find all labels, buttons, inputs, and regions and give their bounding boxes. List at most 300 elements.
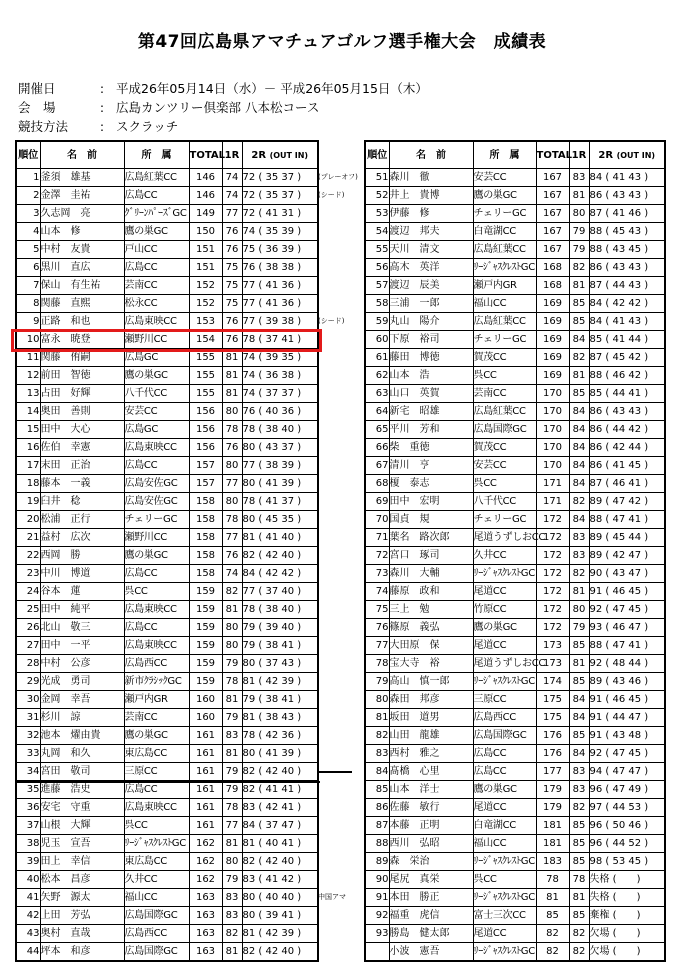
r1-cell: 85 — [569, 295, 589, 313]
r2-cell: 83 ( 42 41 ) — [242, 799, 318, 817]
rank-cell: 63 — [365, 385, 389, 403]
table-row — [365, 259, 665, 277]
r1-cell: 80 — [222, 457, 242, 475]
name-cell: 山本 浩 — [389, 367, 473, 385]
club-cell: 広島CC — [124, 781, 189, 799]
name-cell: 金岡 幸吾 — [40, 691, 124, 709]
name-cell: 山本 修 — [40, 223, 124, 241]
table-row — [365, 205, 665, 223]
club-cell: 福山CC — [473, 295, 536, 313]
total-cell: 177 — [536, 763, 569, 781]
r2-cell: 81 ( 38 43 ) — [242, 709, 318, 727]
rank-cell: 40 — [16, 871, 40, 889]
r1-cell: 76 — [222, 241, 242, 259]
name-cell: 光成 勇司 — [40, 673, 124, 691]
r1-cell: 84 — [569, 421, 589, 439]
r1-cell: 84 — [569, 745, 589, 763]
name-cell: 田中 一平 — [40, 637, 124, 655]
rank-cell: 90 — [365, 871, 389, 889]
table-row — [16, 763, 318, 781]
rank-cell: 29 — [16, 673, 40, 691]
total-cell: 176 — [536, 745, 569, 763]
r2-cell: 79 ( 38 41 ) — [242, 691, 318, 709]
name-cell: 松浦 正行 — [40, 511, 124, 529]
table-row — [16, 529, 318, 547]
name-cell: 葉名 路次郎 — [389, 529, 473, 547]
club-cell: 広島東映CC — [124, 637, 189, 655]
r1-cell: 83 — [222, 727, 242, 745]
r1-cell: 79 — [569, 223, 589, 241]
club-cell: 東広島CC — [124, 853, 189, 871]
club-cell: 広島東映CC — [124, 439, 189, 457]
total-cell: 168 — [536, 259, 569, 277]
rank-cell: 53 — [365, 205, 389, 223]
club-cell: ﾘｰｼﾞｬｽｸﾚｽﾄGC — [473, 565, 536, 583]
name-cell: 山根 大輝 — [40, 817, 124, 835]
name-cell: 福重 虎信 — [389, 907, 473, 925]
total-cell: 173 — [536, 655, 569, 673]
r2-cell: 94 ( 47 47 ) — [589, 763, 665, 781]
r1-cell: 75 — [222, 295, 242, 313]
name-cell: 前田 智徳 — [40, 367, 124, 385]
row-note: (シード) — [318, 191, 345, 199]
r1-cell: 83 — [569, 547, 589, 565]
table-row — [365, 763, 665, 781]
rank-cell: 92 — [365, 907, 389, 925]
total-cell: 161 — [189, 799, 222, 817]
r1-cell: 84 — [569, 511, 589, 529]
rank-cell: 72 — [365, 547, 389, 565]
r1-cell: 81 — [222, 835, 242, 853]
header-club: 所 属 — [124, 141, 189, 169]
r2-cell: 88 ( 45 43 ) — [589, 223, 665, 241]
rank-cell: 7 — [16, 277, 40, 295]
header-r2-sub: (OUT IN) — [269, 150, 309, 160]
table-row — [365, 439, 665, 457]
table-row — [16, 727, 318, 745]
club-cell: 広島紅葉CC — [473, 313, 536, 331]
r2-cell: 89 ( 42 47 ) — [589, 547, 665, 565]
rank-cell: 31 — [16, 709, 40, 727]
info-colon: : — [99, 81, 105, 96]
r2-cell: 82 ( 42 40 ) — [242, 547, 318, 565]
club-cell: 広島安佐GC — [124, 475, 189, 493]
table-row — [365, 331, 665, 349]
total-cell: 163 — [189, 943, 222, 962]
r2-cell: 88 ( 47 41 ) — [589, 637, 665, 655]
table-row — [16, 511, 318, 529]
r1-cell: 83 — [569, 781, 589, 799]
info-format — [18, 117, 178, 135]
rank-cell: 76 — [365, 619, 389, 637]
club-cell: 八千代CC — [124, 385, 189, 403]
r1-cell: 77 — [222, 817, 242, 835]
name-cell: 森川 大輔 — [389, 565, 473, 583]
rank-cell: 51 — [365, 169, 389, 187]
rank-cell: 3 — [16, 205, 40, 223]
table-row — [365, 475, 665, 493]
club-cell: 竹原CC — [473, 601, 536, 619]
rank-cell: 44 — [16, 943, 40, 962]
name-cell: 井上 貴博 — [389, 187, 473, 205]
rank-cell: 30 — [16, 691, 40, 709]
rank-cell: 21 — [16, 529, 40, 547]
rank-cell: 62 — [365, 367, 389, 385]
table-row — [365, 709, 665, 727]
name-cell: 本田 勝正 — [389, 889, 473, 907]
r2-cell: 88 ( 47 41 ) — [589, 511, 665, 529]
r2-cell: 96 ( 44 52 ) — [589, 835, 665, 853]
name-cell: 本藤 正明 — [389, 817, 473, 835]
total-cell: 169 — [536, 295, 569, 313]
table-row — [365, 871, 665, 889]
rank-cell: 42 — [16, 907, 40, 925]
club-cell: 広島GC — [124, 421, 189, 439]
rank-cell: 2 — [16, 187, 40, 205]
r2-cell: 失格 ( ) — [589, 871, 665, 889]
r2-cell: 86 ( 43 43 ) — [589, 403, 665, 421]
r1-cell: 82 — [569, 925, 589, 943]
header-r1: 1R — [222, 141, 242, 169]
club-cell: 福山CC — [124, 889, 189, 907]
club-cell: 安芸CC — [473, 169, 536, 187]
info-value: 広島カンツリー倶楽部 八本松コース — [116, 100, 320, 115]
rank-cell: 18 — [16, 475, 40, 493]
name-cell: 藤本 一義 — [40, 475, 124, 493]
club-cell: 鷹の巣GC — [124, 547, 189, 565]
table-row — [16, 871, 318, 889]
total-cell: 162 — [189, 835, 222, 853]
name-cell: 宮口 琢司 — [389, 547, 473, 565]
name-cell: 森川 徹 — [389, 169, 473, 187]
r1-cell: 79 — [222, 655, 242, 673]
r2-cell: 79 ( 39 40 ) — [242, 619, 318, 637]
r2-cell: 90 ( 43 47 ) — [589, 565, 665, 583]
cut-line — [15, 781, 320, 783]
name-cell: 占田 好輝 — [40, 385, 124, 403]
rank-cell: 38 — [16, 835, 40, 853]
club-cell: 新市ｸﾗｼｯｸGC — [124, 673, 189, 691]
table-row — [16, 223, 318, 241]
total-cell: 162 — [189, 871, 222, 889]
total-cell: 152 — [189, 277, 222, 295]
table-row — [365, 367, 665, 385]
name-cell: 黒川 直広 — [40, 259, 124, 277]
r2-cell: 92 ( 47 45 ) — [589, 601, 665, 619]
table-row — [365, 601, 665, 619]
r1-cell: 77 — [222, 475, 242, 493]
r2-cell: 78 ( 41 37 ) — [242, 493, 318, 511]
r1-cell: 76 — [222, 331, 242, 349]
r1-cell: 80 — [222, 403, 242, 421]
club-cell: 呉CC — [473, 367, 536, 385]
r1-cell: 80 — [222, 853, 242, 871]
table-row — [16, 295, 318, 313]
r2-cell: 84 ( 42 42 ) — [242, 565, 318, 583]
r2-cell: 77 ( 41 36 ) — [242, 295, 318, 313]
rank-cell: 22 — [16, 547, 40, 565]
table-row — [365, 313, 665, 331]
club-cell: 尾道うずしおCC — [473, 655, 536, 673]
total-cell: 163 — [189, 925, 222, 943]
rank-cell: 10 — [16, 331, 40, 349]
r2-cell: 76 ( 40 36 ) — [242, 403, 318, 421]
r2-cell: 棄権 ( ) — [589, 907, 665, 925]
name-cell: 髙橋 心里 — [389, 763, 473, 781]
table-row — [16, 349, 318, 367]
name-cell: 渡辺 辰美 — [389, 277, 473, 295]
table-row — [16, 241, 318, 259]
name-cell: 坂田 道男 — [389, 709, 473, 727]
name-cell: 金澤 圭祐 — [40, 187, 124, 205]
table-row — [365, 187, 665, 205]
r2-cell: 93 ( 46 47 ) — [589, 619, 665, 637]
r2-cell: 80 ( 45 35 ) — [242, 511, 318, 529]
r1-cell: 78 — [222, 799, 242, 817]
table-row — [16, 313, 318, 331]
club-cell: 広島国際GC — [473, 727, 536, 745]
r1-cell: 85 — [569, 385, 589, 403]
r1-cell: 83 — [569, 763, 589, 781]
club-cell: チェリーGC — [473, 205, 536, 223]
r1-cell: 74 — [222, 187, 242, 205]
name-cell: 山本 洋士 — [389, 781, 473, 799]
r1-cell: 82 — [569, 943, 589, 962]
r2-cell: 86 ( 41 45 ) — [589, 457, 665, 475]
r1-cell: 83 — [222, 907, 242, 925]
club-cell: 広島西CC — [124, 925, 189, 943]
club-cell: 久井CC — [124, 871, 189, 889]
name-cell: 谷本 蓮 — [40, 583, 124, 601]
club-cell: 東広島CC — [124, 745, 189, 763]
r1-cell: 81 — [222, 745, 242, 763]
club-cell: 広島CC — [124, 187, 189, 205]
club-cell: 広島東映CC — [124, 313, 189, 331]
name-cell: 富永 暁登 — [40, 331, 124, 349]
r1-cell: 77 — [222, 205, 242, 223]
rank-cell: 78 — [365, 655, 389, 673]
table-header — [16, 141, 318, 169]
name-cell: 小波 憲吾 — [389, 943, 473, 962]
club-cell: 尾道CC — [473, 925, 536, 943]
name-cell: 天川 清文 — [389, 241, 473, 259]
rank-cell: 41 — [16, 889, 40, 907]
name-cell: 中村 友貴 — [40, 241, 124, 259]
name-cell: 藤田 博徳 — [389, 349, 473, 367]
rank-cell: 17 — [16, 457, 40, 475]
table-row — [16, 277, 318, 295]
r2-cell: 78 ( 38 40 ) — [242, 601, 318, 619]
name-cell: 田上 幸信 — [40, 853, 124, 871]
r2-cell: 85 ( 44 41 ) — [589, 385, 665, 403]
r2-cell: 86 ( 44 42 ) — [589, 421, 665, 439]
total-cell: 159 — [189, 673, 222, 691]
total-cell: 170 — [536, 421, 569, 439]
total-cell: 170 — [536, 457, 569, 475]
total-cell: 159 — [189, 619, 222, 637]
r2-cell: 82 ( 41 41 ) — [242, 781, 318, 799]
r1-cell: 76 — [222, 313, 242, 331]
r1-cell: 85 — [569, 907, 589, 925]
name-cell: 益村 広次 — [40, 529, 124, 547]
rank-cell: 1 — [16, 169, 40, 187]
total-cell: 159 — [189, 637, 222, 655]
row-note: (シード) — [318, 317, 345, 325]
name-cell: 丸岡 和久 — [40, 745, 124, 763]
rank-cell: 70 — [365, 511, 389, 529]
club-cell: 三原CC — [473, 691, 536, 709]
total-cell: 150 — [189, 223, 222, 241]
name-cell: 奥田 善則 — [40, 403, 124, 421]
r1-cell: 85 — [569, 673, 589, 691]
r1-cell: 84 — [569, 475, 589, 493]
name-cell: 関藤 侑嗣 — [40, 349, 124, 367]
table-row — [365, 781, 665, 799]
name-cell: 森 栄治 — [389, 853, 473, 871]
name-cell: 渡辺 邦夫 — [389, 223, 473, 241]
r1-cell: 79 — [222, 763, 242, 781]
r1-cell: 79 — [222, 871, 242, 889]
club-cell: 広島紅葉CC — [473, 403, 536, 421]
r2-cell: 81 ( 42 39 ) — [242, 673, 318, 691]
name-cell: 佐伯 幸憲 — [40, 439, 124, 457]
table-row — [365, 637, 665, 655]
table-row — [16, 601, 318, 619]
r2-cell: 98 ( 53 45 ) — [589, 853, 665, 871]
table-row — [16, 331, 318, 349]
r2-cell: 87 ( 45 42 ) — [589, 349, 665, 367]
header-rank: 順位 — [16, 141, 40, 169]
r1-cell: 84 — [569, 403, 589, 421]
total-cell: 181 — [536, 835, 569, 853]
rank-cell: 4 — [16, 223, 40, 241]
header-club: 所 属 — [473, 141, 536, 169]
rank-cell: 73 — [365, 565, 389, 583]
r2-cell: 76 ( 38 38 ) — [242, 259, 318, 277]
name-cell: 臼井 稔 — [40, 493, 124, 511]
r1-cell: 84 — [569, 691, 589, 709]
rank-cell: 9 — [16, 313, 40, 331]
total-cell: 167 — [536, 205, 569, 223]
table-row — [16, 691, 318, 709]
table-row — [365, 835, 665, 853]
rank-cell: 89 — [365, 853, 389, 871]
total-cell: 146 — [189, 169, 222, 187]
table-row — [365, 691, 665, 709]
total-cell: 171 — [536, 475, 569, 493]
table-row — [365, 403, 665, 421]
club-cell: 富士三次CC — [473, 907, 536, 925]
r2-cell: 89 ( 43 46 ) — [589, 673, 665, 691]
table-row — [16, 457, 318, 475]
header-r2 — [589, 141, 665, 169]
row-note: 中国アマ — [318, 893, 346, 901]
r2-cell: 84 ( 41 43 ) — [589, 169, 665, 187]
r1-cell: 85 — [569, 853, 589, 871]
results-table-right — [364, 140, 666, 962]
r2-cell: 77 ( 41 36 ) — [242, 277, 318, 295]
total-cell: 158 — [189, 511, 222, 529]
club-cell: 尾道CC — [473, 799, 536, 817]
rank-cell: 93 — [365, 925, 389, 943]
club-cell: 松永CC — [124, 295, 189, 313]
r2-cell: 86 ( 43 43 ) — [589, 187, 665, 205]
table-row — [16, 799, 318, 817]
r2-cell: 欠場 ( ) — [589, 925, 665, 943]
rank-cell: 23 — [16, 565, 40, 583]
club-cell: 白竜湖CC — [473, 817, 536, 835]
rank-cell: 57 — [365, 277, 389, 295]
name-cell: 清川 亨 — [389, 457, 473, 475]
total-cell: 169 — [536, 367, 569, 385]
total-cell: 161 — [189, 817, 222, 835]
rank-cell: 66 — [365, 439, 389, 457]
name-cell: 新宅 昭雄 — [389, 403, 473, 421]
club-cell: 広島紅葉CC — [473, 241, 536, 259]
club-cell: 瀬野川CC — [124, 331, 189, 349]
r1-cell: 85 — [569, 727, 589, 745]
header-name: 名 前 — [40, 141, 124, 169]
r2-cell: 83 ( 41 42 ) — [242, 871, 318, 889]
table-row — [16, 169, 318, 187]
name-cell: 篠原 義弘 — [389, 619, 473, 637]
info-colon: : — [99, 119, 105, 134]
name-cell: 勝島 健太郎 — [389, 925, 473, 943]
total-cell: 179 — [536, 799, 569, 817]
r1-cell: 81 — [222, 349, 242, 367]
header-r2-label: 2R — [598, 149, 614, 161]
club-cell: 広島国際GC — [124, 907, 189, 925]
club-cell: 瀬野川CC — [124, 529, 189, 547]
table-row — [365, 853, 665, 871]
r2-cell: 91 ( 46 45 ) — [589, 583, 665, 601]
club-cell: 三原CC — [124, 763, 189, 781]
table-row — [365, 277, 665, 295]
club-cell: 白竜湖CC — [473, 223, 536, 241]
rank-cell: 34 — [16, 763, 40, 781]
rank-cell: 11 — [16, 349, 40, 367]
rank-cell: 55 — [365, 241, 389, 259]
total-cell: 175 — [536, 691, 569, 709]
total-cell: 149 — [189, 205, 222, 223]
table-row — [365, 799, 665, 817]
name-cell: 高山 慎一郎 — [389, 673, 473, 691]
total-cell: 146 — [189, 187, 222, 205]
r2-cell: 84 ( 41 43 ) — [589, 313, 665, 331]
table-row — [365, 223, 665, 241]
r1-cell: 76 — [222, 547, 242, 565]
rank-cell: 74 — [365, 583, 389, 601]
total-cell: 82 — [536, 943, 569, 962]
table-row — [365, 529, 665, 547]
club-cell: 安芸CC — [124, 403, 189, 421]
name-cell: 藤原 政和 — [389, 583, 473, 601]
rank-cell: 13 — [16, 385, 40, 403]
total-cell: 158 — [189, 547, 222, 565]
r2-cell: 91 ( 43 48 ) — [589, 727, 665, 745]
total-cell: 172 — [536, 601, 569, 619]
name-cell: 高木 英洋 — [389, 259, 473, 277]
name-cell: 関藤 直熙 — [40, 295, 124, 313]
club-cell: 鷹の巣GC — [124, 727, 189, 745]
table-row — [16, 367, 318, 385]
total-cell: 154 — [189, 331, 222, 349]
name-cell: 宝大寺 裕 — [389, 655, 473, 673]
header-total: TOTAL — [536, 141, 569, 169]
rank-cell: 14 — [16, 403, 40, 421]
club-cell: 広島紅葉CC — [124, 169, 189, 187]
r2-cell: 74 ( 35 39 ) — [242, 223, 318, 241]
